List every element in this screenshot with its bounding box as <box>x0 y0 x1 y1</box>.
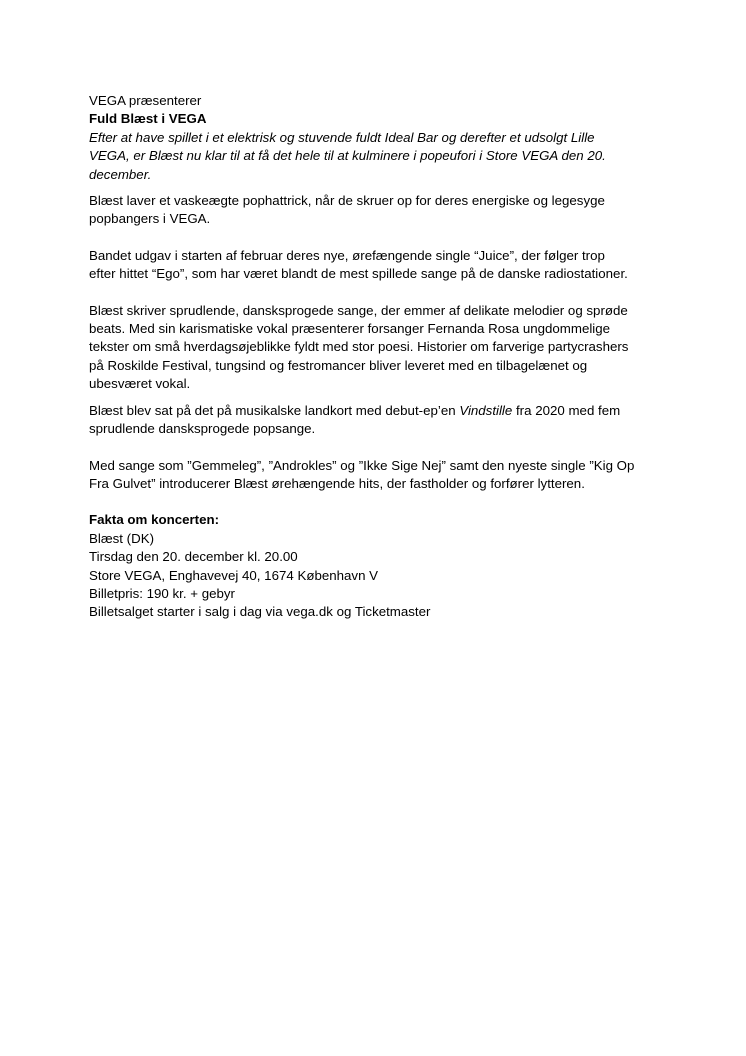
paragraph-line: Med sange som ”Gemmeleg”, ”Androkles” og ”Ikke Sige Nej” samt den nyeste single ”Kig Op <box>89 457 635 473</box>
paragraph-2 <box>89 247 669 284</box>
facts-heading: Fakta om koncerten: <box>89 512 220 528</box>
intro-paragraph <box>89 129 669 184</box>
paragraph-line: ubesværet vokal. <box>89 376 191 392</box>
facts-artist: Blæst (DK) <box>89 530 155 546</box>
text-run: fra 2020 med fem <box>512 402 621 418</box>
intro-line: december. <box>89 166 152 182</box>
paragraph-line: beats. Med sin karismatiske vokal præsenterer forsanger Fernanda Rosa ungdommelige <box>89 321 611 337</box>
facts-sale: Billetsalget starter i salg i dag via vega.dk og Ticketmaster <box>89 604 431 620</box>
intro-line: VEGA, er Blæst nu klar til at få det hele til at kulminere i popeufori i Store VEGA den 20. <box>89 148 606 164</box>
paragraph-3 <box>89 302 669 394</box>
facts-price: Billetpris: 190 kr. + gebyr <box>89 585 235 601</box>
paragraph-line: popbangers i VEGA. <box>89 211 211 227</box>
paragraph-line: Blæst laver et vaskeægte pophattrick, når de skruer op for deres energiske og legesyge <box>89 193 605 209</box>
press-release <box>89 92 669 622</box>
paragraph-4 <box>89 402 669 439</box>
paragraph-line: Fra Gulvet” introducerer Blæst ørehængende hits, der fastholder og forfører lytteren. <box>89 475 585 491</box>
paragraph-line: sprudlende dansksprogede popsange. <box>89 421 316 437</box>
facts-venue: Store VEGA, Enghavevej 40, 1674 København V <box>89 567 379 583</box>
kicker: VEGA præsenterer <box>89 93 202 108</box>
facts-section <box>89 511 669 621</box>
ep-title: Vindstille <box>459 402 513 418</box>
paragraph-5 <box>89 457 669 494</box>
paragraph-line: efter hittet “Ego”, som har været blandt de mest spillede sange på de danske radiostationer. <box>89 266 628 282</box>
paragraph-line: Bandet udgav i starten af februar deres nye, ørefængende single “Juice”, der følger trop <box>89 247 605 263</box>
paragraph-line: Blæst skriver sprudlende, dansksprogede sange, der emmer af delikate melodier og sprøde <box>89 302 628 318</box>
paragraph-line <box>89 402 669 420</box>
intro-line: Efter at have spillet i et elektrisk og stuvende fuldt Ideal Bar og derefter et udsolgt Lille <box>89 129 595 145</box>
facts-datetime: Tirsdag den 20. december kl. 20.00 <box>89 549 298 565</box>
headline: Fuld Blæst i VEGA <box>89 111 207 127</box>
paragraph-line: på Roskilde Festival, tungsind og festromancer bliver leveret med en tilbagelænet og <box>89 357 588 373</box>
paragraph-1 <box>89 192 669 229</box>
paragraph-line: tekster om små hverdagsøjeblikke fyldt med stor poesi. Historier om farverige partycrashers <box>89 339 629 355</box>
text-run: Blæst blev sat på det på musikalske landkort med debut-ep’en <box>89 402 460 418</box>
